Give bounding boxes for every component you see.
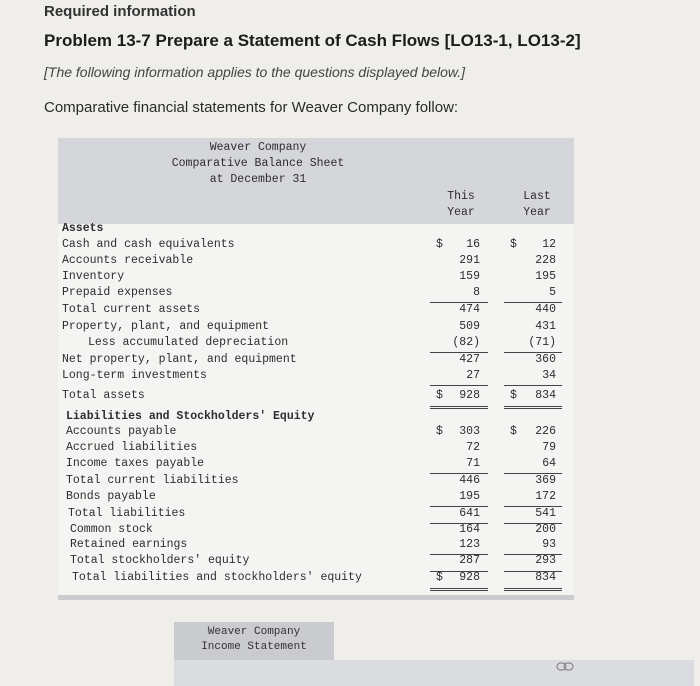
balance-sheet-table [58,138,574,598]
income-statement-table [174,660,694,686]
last-year-value: 172 [535,490,556,503]
last-year-value: 541 [535,507,556,520]
last-year-value: 369 [535,474,556,487]
col-last-year-line2: Year [523,206,551,219]
problem-title: Problem 13-7 Prepare a Statement of Cash Flows [LO13-1, LO13-2] [44,31,581,50]
table-row [58,538,574,554]
last-year-value: 5 [549,286,556,299]
table-bottom-border [58,595,574,600]
this-year-value: 16 [466,238,480,251]
row-label: Prepaid expenses [62,286,173,299]
this-year-value: 474 [459,303,480,316]
row-label: Long-term investments [62,369,207,382]
dollar-sign: $ [510,238,517,251]
total-double-rule [430,406,488,409]
row-label: Total liabilities [68,507,186,520]
col-this-year-line1: This [447,190,475,203]
this-year-value: 8 [473,286,480,299]
this-year-value: (82) [452,336,480,349]
row-label: Inventory [62,270,125,283]
dollar-sign: $ [510,425,517,438]
table-row [58,222,574,238]
row-label: Net property, plant, and equipment [62,353,297,366]
intro-text: Comparative financial statements for Weaver Company follow: [44,99,459,116]
table-row [58,410,574,426]
table-row [58,320,574,336]
this-year-value: 72 [466,441,480,454]
table-row [58,254,574,270]
dollar-sign: $ [436,571,443,584]
this-year-value: 509 [459,320,480,333]
this-year-value: 287 [459,554,480,567]
required-information-heading: Required information [44,3,196,20]
last-year-value: 79 [542,441,556,454]
this-year-value: 291 [459,254,480,267]
income-statement-header [174,622,334,660]
table-row [58,270,574,286]
table-row [58,238,574,254]
income-company-name: Weaver Company [207,626,301,638]
this-year-value: 27 [466,369,480,382]
dollar-sign: $ [436,389,443,402]
statement-date: at December 31 [209,173,307,186]
this-year-value: 446 [459,474,480,487]
row-label: Retained earnings [70,538,188,551]
table-row [58,457,574,473]
last-year-value: 34 [542,369,556,382]
total-double-rule [504,588,562,591]
row-label: Total assets [62,389,145,402]
table-row [58,474,574,490]
table-row [58,389,574,405]
table-row [58,490,574,506]
table-row [58,369,574,385]
row-label: Total current liabilities [66,474,239,487]
row-label: Total stockholders' equity [70,554,250,567]
this-year-value: 928 [459,571,480,584]
table-row [58,286,574,302]
row-label: Total liabilities and stockholders' equity [72,571,362,584]
row-label: Accounts receivable [62,254,194,267]
dollar-sign: $ [436,425,443,438]
table-row [58,441,574,457]
last-year-value: 293 [535,554,556,567]
last-year-value: 93 [542,538,556,551]
this-year-value: 427 [459,353,480,366]
table-row [58,303,574,319]
table-row [58,554,574,570]
row-label: Common stock [70,523,153,536]
last-year-value: 228 [535,254,556,267]
table-row [58,353,574,369]
dollar-sign: $ [436,238,443,251]
last-year-value: (71) [528,336,556,349]
table-row [58,523,574,539]
this-year-value: 195 [459,490,480,503]
row-label: Bonds payable [66,490,156,503]
row-label: Liabilities and Stockholders' Equity [66,410,315,423]
table-row [58,571,574,587]
row-label: Less accumulated depreciation [88,336,289,349]
this-year-value: 164 [459,523,480,536]
last-year-value: 360 [535,353,556,366]
last-year-value: 834 [535,389,556,402]
this-year-value: 71 [466,457,480,470]
subtotal-rule [430,385,488,386]
row-label: Property, plant, and equipment [62,320,270,333]
instruction-note: [The following information applies to the questions displayed below.] [44,64,466,80]
last-year-value: 195 [535,270,556,283]
col-this-year-line2: Year [447,206,475,219]
table-row [58,336,574,352]
table-row [58,425,574,441]
dollar-sign: $ [510,389,517,402]
row-label: Accounts payable [66,425,177,438]
last-year-value: 834 [535,571,556,584]
row-label: Accrued liabilities [66,441,198,454]
total-double-rule [430,588,488,591]
last-year-value: 440 [535,303,556,316]
last-year-value: 64 [542,457,556,470]
balance-sheet-header [58,138,574,224]
table-row [58,507,574,523]
row-label: Income taxes payable [66,457,205,470]
row-label: Total current assets [62,303,201,316]
this-year-value: 159 [459,270,480,283]
this-year-value: 641 [459,507,480,520]
link-icon [556,662,576,672]
total-double-rule [504,406,562,409]
row-label: Assets [62,222,104,235]
company-name: Weaver Company [209,141,307,154]
row-label: Cash and cash equivalents [62,238,235,251]
col-last-year-line1: Last [523,190,551,203]
this-year-value: 303 [459,425,480,438]
subtotal-rule [504,385,562,386]
last-year-value: 200 [535,523,556,536]
this-year-value: 928 [459,389,480,402]
income-statement-title: Income Statement [201,641,307,653]
statement-title: Comparative Balance Sheet [171,157,345,170]
last-year-value: 226 [535,425,556,438]
last-year-value: 431 [535,320,556,333]
last-year-value: 12 [542,238,556,251]
this-year-value: 123 [459,538,480,551]
